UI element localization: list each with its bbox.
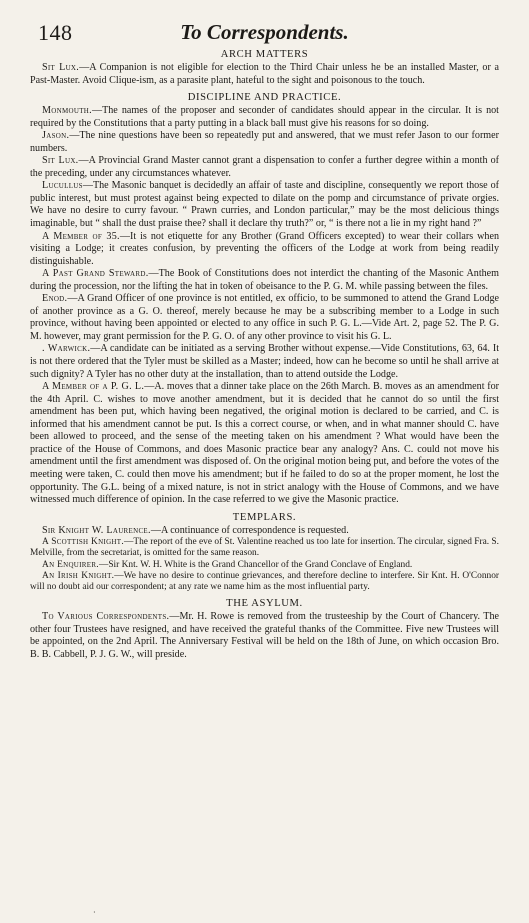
entry-heading: Sit Lux. [42,62,80,73]
entry-heading: Lucullus [42,180,83,192]
entry [30,62,499,87]
entry-text: —A. moves that a dinner take place on the 26th March. B. moves as an amendment for the 4th April. C. wishes to move another amendment, but it is decided that he cannot do so until the first amendment has been put, which having been negatived, the original motion is declared to be carried, and C. is informed that his amendment cannot be put. Is this a correct course, or when, and in what manner should C. have been allowed to proceed, and the sense of the meeting taken on his amendment ? What would have been the practice of the House of Commons, and does Masonic practice bear any analogy? Ans. C. could not move his amendment until the first amendment was disposed of. On the original motion being put, and before the votes of the meeting were taken, C. could then move his amendment; but if he failed to do so at the proper moment, he lost the opportunity. The G.L. being of a mixed nature, is not in strict analogy with the House of Commons, and we have witnessed much difference of opinion. In the case referred to we give the Masonic practice. [30,381,499,506]
entry [30,537,499,559]
entry [30,105,499,130]
entry [30,381,499,506]
entry [30,155,499,180]
entry-text: —A Grand Officer of one province is not entitled, ex officio, to be summoned to attend the Grand Lodge of another province as a G. O. thereof, merely because he may be a subscribing member to a Lodge in such province, without having been appointed or elected to any office in such P. G. L.—Vide Art. 2, page 52. The P. G. M. however, may grant permission for the P. G. O. of any other province to visit his G. L. [30,293,499,342]
entry-heading: Monmouth. [42,105,92,117]
entry-heading: . Warwick. [42,343,91,355]
entry-text: —A Companion is not eligible for election to the Third Chair unless he be an installed Master, or a Past-Master. Avoid Clique-ism, as a parasite plant, hateful to the sight and poisonous to the touch. [30,62,499,86]
entry-text: —Mr. H. Rowe is removed from the trusteeship by the Court of Chancery. The other four Trustees have resigned, and have received the grateful thanks of the Committee. Five new Trustees will be appointed, on the 2nd April. The Anniversary Festival will be held on the 18th of June, on which occasion Bro. B. B. Cabbell, P. J. G. W., will preside. [30,611,499,660]
section-arch-matters [30,49,499,87]
entry [30,293,499,343]
running-title: To Correspondents. [180,20,349,44]
entry-text: —It is not etiquette for any Brother (Grand Officers excepted) to wear their collars when visiting a Lodge; it creates confusion, by preventing the officers of the Lodge at work from being readily distinguishable. [30,230,499,267]
entry-text: —The names of the proposer and seconder of candidates should appear in the circular. It is not required by the Constitutions that a party putting in a black ball must give his reasons for so doing. [30,105,499,129]
section-templars [30,512,499,594]
section-discipline-practice [30,92,499,507]
entry-heading: An Enquirer. [42,559,99,570]
entry-heading: A Past Grand Steward. [42,268,149,280]
section-asylum [30,598,499,661]
page-header [30,0,499,44]
entry-text: —The Masonic banquet is decidedly an affair of taste and discipline, consequently we report those of public interest, but must protest against being expected to dilate on the pomp and circumstance of private orgies. We have no desire to curry favour. “ Prawn curries, and London particular,” may be the most delicious things imaginable, but “ shall the dust praise thee? shall it declare thy truth?” or, “ is there not a lie in my right hand ?” [30,180,499,230]
page-number: 148 [38,20,73,45]
entry [30,525,499,538]
entry [30,611,499,661]
entry [30,343,499,381]
section-title: DISCIPLINE AND PRACTICE. [187,92,342,104]
section-title: THE ASYLUM. [226,598,303,610]
entry-text: —The report of the eve of St. Valentine reached us too late for insertion. The circular, signed Fra. S. Melville, from the secretariat, is omitted for the same reason. [30,537,499,559]
section-title: ARCH MATTERS [220,49,309,60]
section-title: TEMPLARS. [232,511,297,523]
entry-text: —The nine questions have been so repeatedly put and answered, that we must refer Jason to our former numbers. [30,130,499,154]
entry-text: —Sir Knt. W. H. White is the Grand Chancellor of the Grand Conclave of England. [98,559,413,570]
entry-text: —The Book of Constitutions does not interdict the chanting of the Masonic Anthem during the procession, nor the lifting the hat in token of obeisance to the P. G. M. while passing between the files. [30,268,499,292]
entry [30,268,499,293]
entry [30,571,499,593]
entry-text: —A continuance of correspondence is requested. [150,524,349,536]
entry-heading: An Irish Knight. [42,570,115,581]
entry-text: —A candidate can be initiated as a serving Brother without expense.—Vide Constitutions, 63, 64. It is not there ordered that the Tyler must be skilled as a Master; indeed, how can he become so until he shall arrive at such dignity? A Tyler has no other duty at the installation, than to attend outside the Lodge. [30,343,499,380]
entry-text: —We have no desire to continue grievances, and therefore decline to interfere. Sir Knt. H. O'Connor will no doubt aid our correspondent; at any rate we name him as the most influential party. [30,570,499,592]
entry [30,560,499,571]
entry-heading: A Member of a P. G. L. [42,381,145,393]
entry [30,231,499,269]
entry-heading: A Scottish Knight. [42,537,124,548]
entry-heading: To Various Correspondents. [42,611,170,623]
entry [30,130,499,155]
entry-text: —A Provincial Grand Master cannot grant a dispensation to confer a further degree within a month of the preceding, under any circumstances whatever. [30,155,499,179]
entry-heading: A Member of 35. [42,230,120,242]
entry [30,180,499,230]
entry-heading: Enod. [42,293,68,305]
entry-heading: Sit Lux. [42,155,79,167]
entry-heading: Sir Knight W. Laurence. [42,524,151,536]
entry-heading: Jason. [42,130,70,142]
printer-mark: · [93,908,96,917]
